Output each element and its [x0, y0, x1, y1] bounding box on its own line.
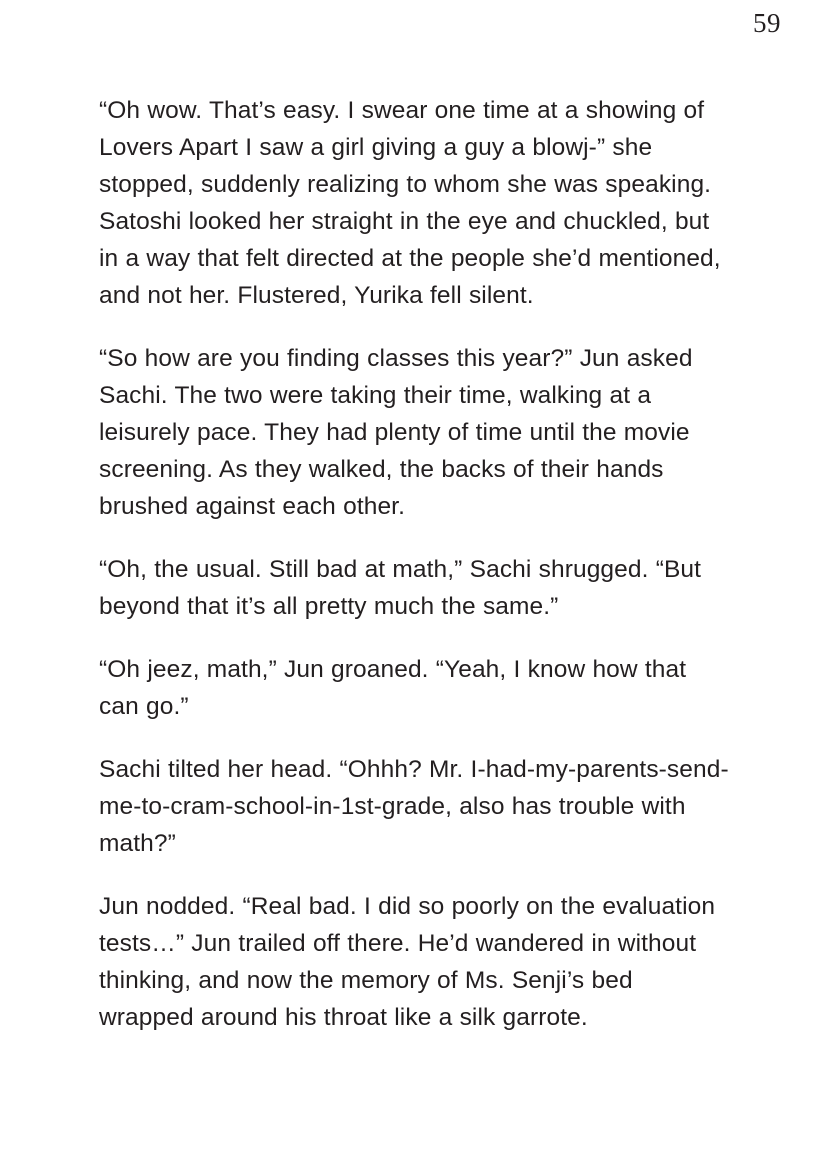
paragraph: Sachi tilted her head. “Ohhh? Mr. I-had-my-parents-send-me-to-cram-school-in-1st-grade, also has trouble with math?”	[99, 756, 729, 857]
paragraph: “Oh, the usual. Still bad at math,” Sachi shrugged. “But beyond that it’s all pretty much the same.”	[99, 556, 702, 620]
page-body	[99, 92, 731, 1036]
page-number: 59	[753, 8, 781, 38]
paragraph: “Oh jeez, math,” Jun groaned. “Yeah, I know how that can go.”	[99, 656, 687, 720]
paragraph: Jun nodded. “Real bad. I did so poorly on the evaluation tests…” Jun trailed off there. He’d wandered in without thinking, and now the memory of Ms. Senji’s bed wrapped around his throat like a silk garrote.	[99, 893, 716, 1031]
paragraph: “So how are you finding classes this year?” Jun asked Sachi. The two were taking their time, walking at a leisurely pace. They had plenty of time until the movie screening. As they walked, the backs of their hands brushed against each other.	[99, 345, 693, 520]
paragraph: “Oh wow. That’s easy. I swear one time at a showing of Lovers Apart I saw a girl giving a guy a blowj-” she stopped, suddenly realizing to whom she was speaking. Satoshi looked her straight in the eye and chuckled, but in a way that felt directed at the people she’d mentioned, and not her. Flustered, Yurika fell silent.	[99, 97, 721, 309]
